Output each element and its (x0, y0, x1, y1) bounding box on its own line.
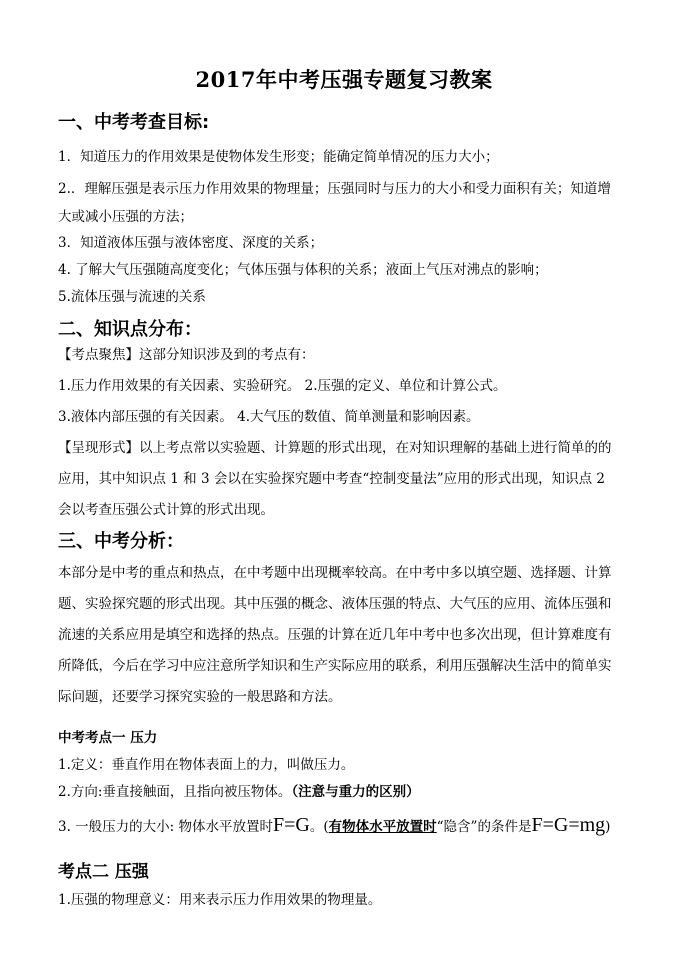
section3-line-4: 所降低，今后在学习中应注意所学知识和生产实际应用的联系，利用压强解决生活中的简单实 (58, 658, 612, 674)
size-underlined: 有物体水平放置时 (328, 819, 437, 835)
focus-text: 这部分知识涉及到的考点有： (139, 347, 315, 363)
page-title: 2017年中考压强专题复习教案 (195, 67, 493, 92)
section2-line-1: 1.压力作用效果的有关因素、实验研究。 2.压强的定义、单位和计算公式。 (58, 378, 507, 394)
direction-text: 2.方向:垂直接触面，且指向被压物体。 (58, 784, 292, 800)
form-text-1: 以上考点常以实验题、计算题的形式出现，在对知识理解的基础上进行简单的的 (139, 440, 612, 456)
section1-heading: 一、中考考查目标: (58, 112, 210, 133)
section1-item-2-cont: 大或减小压强的方法； (58, 209, 193, 225)
section3-line-1: 本部分是中考的重点和热点，在中考题中出现概率较高。在中考中多以填空题、选择题、计算 (58, 565, 612, 581)
size-formula: F=G (273, 814, 310, 836)
size-formula-2: F=G=mg (531, 814, 606, 836)
section3-line-3: 流速的关系应用是填空和选择的热点。压强的计算在近几年中考中也多次出现，但计算难度有 (58, 627, 612, 643)
section1-item-1: 1．知道压力的作用效果是使物体发生形变；能确定简单情况的压力大小； (58, 149, 499, 165)
size-end: ) (605, 819, 611, 835)
focus-label: 【考点聚焦】 (58, 347, 139, 363)
size-prefix: 3. 一般压力的大小: 物体水平放置时 (58, 819, 274, 835)
section3-line-2: 题、实验探究题的形式出现。其中压强的概念、液体压强的特点、大气压的应用、流体压强和 (58, 596, 612, 612)
direction-note: （注意与重力的区别） (291, 784, 420, 800)
size-mid: 。( (309, 819, 329, 835)
point1-direction (58, 779, 632, 806)
section1-item-3: 3．知道液体压强与液体密度、深度的关系； (58, 235, 324, 251)
section2-form-2: 应用，其中知识点 1 和 3 会以在实验探究题中考查“控制变量法”应用的形式出现，知识点 2 (58, 471, 606, 487)
point2-heading: 考点二 压强 (58, 862, 149, 882)
section1-item-5: 5.流体压强与流速的关系 (58, 289, 206, 305)
section3-line-5: 际问题，还要学习探究实验的一般思路和方法。 (58, 689, 342, 705)
form-label: 【呈现形式】 (58, 440, 139, 456)
section2-line-2: 3.液体内部压强的有关因素。 4.大气压的数值、简单测量和影响因素。 (58, 409, 480, 425)
section2-form-3: 会以考查压强公式计算的形式出现。 (58, 502, 274, 518)
point1-heading: 中考考点一 压力 (58, 730, 158, 746)
section2-focus (58, 342, 632, 369)
section1-item-4: 4. 了解大气压强随高度变化；气体压强与体积的关系；液面上气压对沸点的影响； (58, 262, 548, 278)
size-quote: “隐含”的条件是 (436, 819, 532, 835)
section3-heading: 三、中考分析： (58, 531, 184, 552)
section2-heading: 二、知识点分布： (58, 319, 202, 340)
section2-form-1 (58, 435, 632, 462)
point2-line-1: 1.压强的物理意义：用来表示压力作用效果的物理量。 (58, 892, 382, 908)
section1-item-2: 2.．理解压强是表示压力作用效果的物理量；压强同时与压力的大小和受力面积有关；知道增 (58, 181, 611, 197)
point1-definition: 1.定义：垂直作用在物体表面上的力，叫做压力。 (58, 757, 355, 773)
point1-size (58, 812, 648, 841)
